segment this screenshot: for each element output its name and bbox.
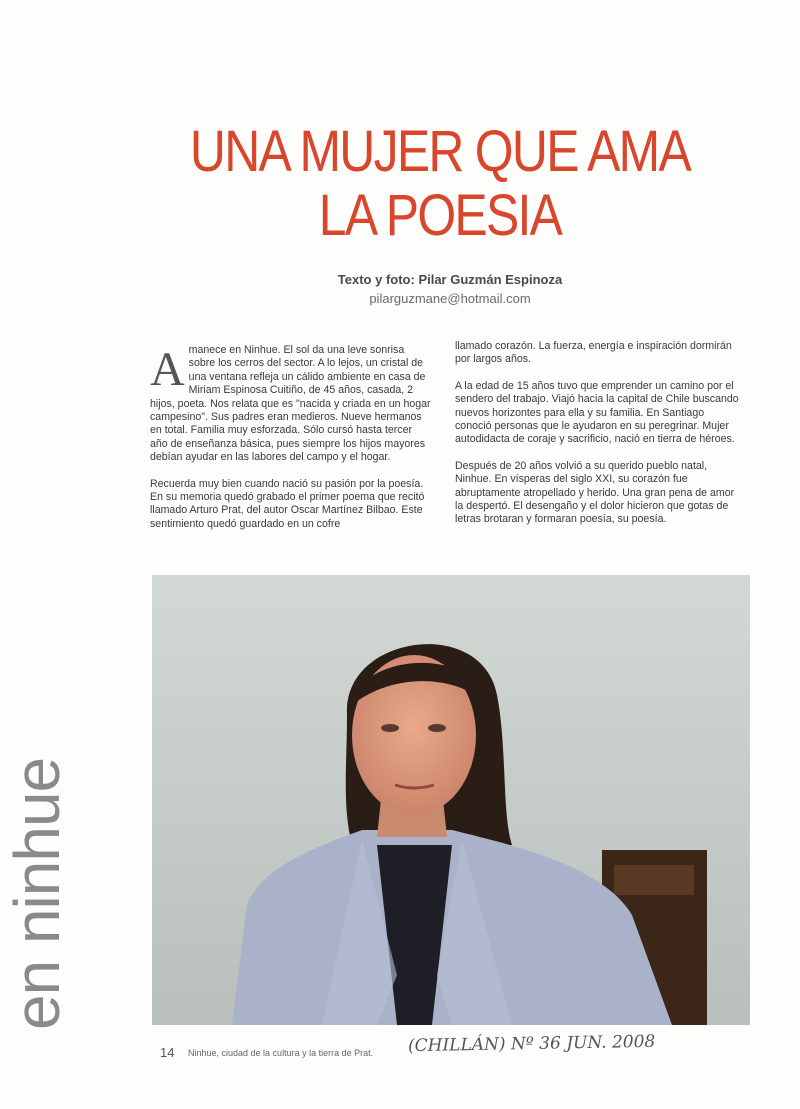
paragraph-5: Después de 20 años volvió a su querido pueblo natal, Ninhue. En vísperas del siglo XXI, su corazón fue abruptamente atropellado y herido. Una gran pena de amor la despertó. El desengaño y el dolor hicieron que gotas de letras brotaran y formaran poesía, su poesía.: [455, 459, 735, 526]
article-column-right: [455, 340, 740, 540]
portrait-illustration: [152, 575, 750, 1025]
byline: Texto y foto: Pilar Guzmán Espinoza: [337, 272, 563, 287]
paragraph-3: llamado corazón. La fuerza, energía e inspiración dormirán por largos años.: [455, 340, 732, 366]
page-number: 14: [160, 1045, 175, 1060]
portrait-photo: [152, 575, 750, 1025]
title-line-1: UNA MUJER QUE AMA: [189, 119, 691, 184]
article-title: [182, 120, 698, 248]
paragraph-4: A la edad de 15 años tuvo que emprender un camino por el sendero del trabajo. Viajó hacia la capital de Chile buscando nuevos horizontes para ella y su familia. En Santiago conoció personas que le ayudaron en su peregrinar. Mujer autodidacta de coraje y sacrificio, nació en tierra de héroes.: [455, 379, 739, 446]
title-line-2: LA POESIA: [318, 183, 562, 248]
paragraph-1-text: manece en Ninhue. El sol da una leve sonrisa sobre los cerros del sector. A lo lejos, un cristal de una ventana refleja un cálido ambiente en casa de Miriam Espinosa Cuitiño, de 45 años, casada, 2 hijos, poeta. Nos relata que es "nacida y criada en un hogar campesino". Sus padres eran medieros. Nueve hermanos en total. Familia muy esforzada. Sólo cursó hasta tercer año de enseñanza básica, pues siempre los hijos mayores debían ayudar en las labores del campo y el hogar.: [150, 344, 431, 464]
paragraph-1: [150, 344, 432, 465]
paragraph-2: Recuerda muy bien cuando nació su pasión por la poesía. En su memoria quedó grabado el primer poema que recitó llamado Arturo Prat, del autor Oscar Martínez Bilbao. Este sentimiento quedó guardado en un cofre: [150, 477, 425, 530]
footer-caption: Ninhue, ciudad de la cultura y la tierra de Prat.: [188, 1048, 374, 1058]
drop-cap: A: [150, 343, 185, 396]
author-email: pilarguzmane@hotmail.com: [369, 291, 531, 306]
handwritten-note: (CHILLÁN) Nº 36 JUN. 2008: [407, 1031, 656, 1057]
section-side-label: en ninhue: [1, 757, 73, 1030]
article-column-left: [150, 344, 432, 544]
